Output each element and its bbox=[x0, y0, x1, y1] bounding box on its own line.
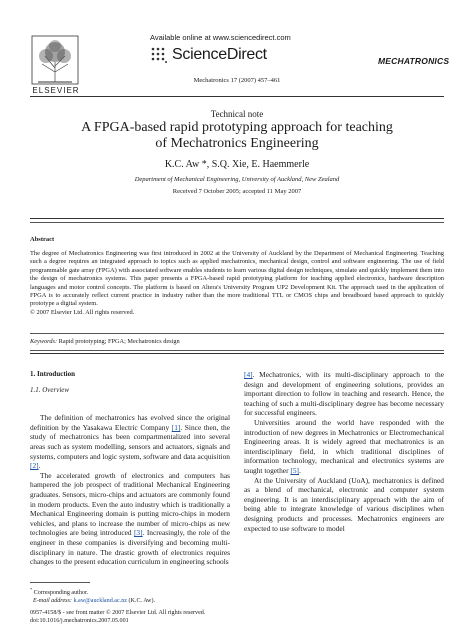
citation-link-5[interactable]: [5] bbox=[290, 465, 300, 475]
abstract-text: The degree of Mechatronics Engineering was first introduced in 2002 at the University of Auckland by the Department of Mechanical Engineering. Teaching such a degree requires an integrated approach to topics such as applied mechatronics, mechanical design, control and software engineering. The use of field programmable gate array (FPGA) with associated software enables students to learn various digital design techniques, simulate and quickly implement them into the design of mechatronics systems. This paper presents a FPGA-based rapid prototyping platform for teaching applied electronics, hardware description languages and motor control concepts. The platform is based on Altera's University Program UP2 Development Kit. The approach used in the application of FPGA is to accurately reflect current practice in industry rather than the more traditional TTL or CMOS chips and breadboard based approach to quickly prototype a digital system. bbox=[30, 250, 444, 308]
article-type: Technical note bbox=[210, 109, 264, 119]
affiliation: Department of Mechanical Engineering, University of Auckland, New Zealand bbox=[134, 176, 340, 183]
footer bbox=[30, 610, 205, 625]
sciencedirect-logo[interactable] bbox=[150, 46, 267, 64]
publisher-name: ELSEVIER bbox=[32, 86, 80, 95]
paragraph bbox=[30, 413, 230, 471]
body-top-rule bbox=[30, 353, 444, 354]
footer-doi[interactable]: doi:10.1016/j.mechatronics.2007.05.001 bbox=[30, 617, 129, 624]
text-run: Universities around the world have responded with the introduction of new degrees in Mechatronics or Electromechanical Engineering areas. It is widely agreed that mechatronics is an interdisciplinary field, in which traditional disciplines of information technology, mechanical and electronics systems are taught together bbox=[244, 417, 444, 475]
text-run: . Increasingly, the role of the engineer in these companies is diversifying and becoming multi-disciplinary in nature. The drastic growth of electronics requires changes to the present education curriculum in engineering schools bbox=[30, 528, 230, 567]
section-heading: 1. Introduction bbox=[30, 370, 75, 378]
text-run: The definition of mechatronics has evolved since the original definition by the Yasakawa Electric Company bbox=[30, 413, 230, 432]
sciencedirect-name: ScienceDirect bbox=[172, 46, 267, 63]
email-suffix: (K.C. Aw). bbox=[128, 597, 156, 604]
email-label: E-mail address: bbox=[33, 597, 72, 604]
footer-copyright: 0957-4158/$ - see front matter © 2007 Elsevier Ltd. All rights reserved. bbox=[30, 610, 206, 616]
header-rule bbox=[30, 96, 444, 97]
text-run: . bbox=[38, 461, 41, 471]
footnote bbox=[30, 586, 230, 605]
keywords-bottom-rule bbox=[30, 350, 444, 351]
journal-logo: MECHATRONICS bbox=[378, 56, 450, 66]
author-list: K.C. Aw *, S.Q. Xie, E. Haemmerle bbox=[164, 159, 310, 170]
text-run: . bbox=[299, 465, 301, 475]
abstract-copyright: © 2007 Elsevier Ltd. All rights reserved. bbox=[30, 308, 135, 316]
citation-link-2[interactable]: [2] bbox=[30, 461, 39, 471]
sciencedirect-dots-icon bbox=[150, 46, 168, 64]
paragraph: At the University of Auckland (UoA), mechatronics is defined as a blend of mechanical, electronic and computer system engineering. It is an interdisciplinary approach with the aim of being able to integrate knowledge of various disciplines when designing products and processes. Mechatronics engineers are expected to use software to model bbox=[244, 475, 444, 533]
title-line-2: of Mechatronics Engineering bbox=[155, 136, 319, 151]
text-run: The accelerated growth of electronics and computers has hampered the job prospect of traditional Mechanical Engineering graduates. Sensors, micro-chips and actuators are commonly found in modern products. Even the auto industry which is traditionally a Mechanical Engineering domain is putting micro-chips in modern vehicles, and plans to increase the number of micro-chips as new technologies are being introduced bbox=[30, 470, 230, 538]
citation-link-4[interactable]: [4] bbox=[244, 370, 253, 379]
subsection-heading: 1.1. Overview bbox=[30, 385, 70, 394]
keywords-label: Keywords: bbox=[30, 338, 58, 345]
paragraph bbox=[244, 370, 444, 418]
abstract-top-rule bbox=[30, 218, 444, 219]
article-title bbox=[0, 120, 474, 152]
right-column bbox=[244, 370, 444, 533]
keywords-list: Rapid prototyping; FPGA; Mechatronics design bbox=[58, 338, 180, 345]
abstract-body bbox=[30, 250, 444, 317]
paragraph bbox=[244, 418, 444, 476]
journal-reference: Mechatronics 17 (2007) 457–461 bbox=[193, 77, 281, 84]
abstract-top-rule-2 bbox=[30, 222, 444, 223]
keywords bbox=[30, 338, 180, 345]
available-online-text[interactable]: Available online at www.sciencedirect.com bbox=[150, 33, 291, 42]
citation-link-3[interactable]: [3] bbox=[133, 528, 143, 538]
citation-link-1[interactable]: [1] bbox=[171, 422, 181, 432]
keywords-top-rule bbox=[30, 333, 444, 334]
paragraph bbox=[30, 471, 230, 567]
title-line-1: A FPGA-based rapid prototyping approach for teaching bbox=[81, 120, 393, 135]
footnote-rule bbox=[30, 582, 90, 583]
footnote-text: Corresponding author. bbox=[33, 590, 89, 597]
footnote-marker: * bbox=[30, 587, 33, 592]
author-email-link[interactable]: k.aw@auckland.ac.nz bbox=[73, 597, 127, 604]
abstract-heading: Abstract bbox=[30, 236, 55, 243]
text-run: . Mechatronics, with its multi-disciplinary approach to the design and development of engineering solutions, provides an important direction to follow in teaching and research. Hence, the teaching of such a multi-disciplinary degree has become necessary for successful engineers. bbox=[244, 370, 444, 418]
received-dates: Received 7 October 2005; accepted 11 May 2007 bbox=[172, 188, 302, 195]
left-column bbox=[30, 370, 230, 567]
text-run: . Since then, the study of mechatronics has been compartmentalized into several areas such as system modelling, sensors and actuators, signals and systems, computers and logic system, software and data acquisition bbox=[30, 422, 230, 461]
